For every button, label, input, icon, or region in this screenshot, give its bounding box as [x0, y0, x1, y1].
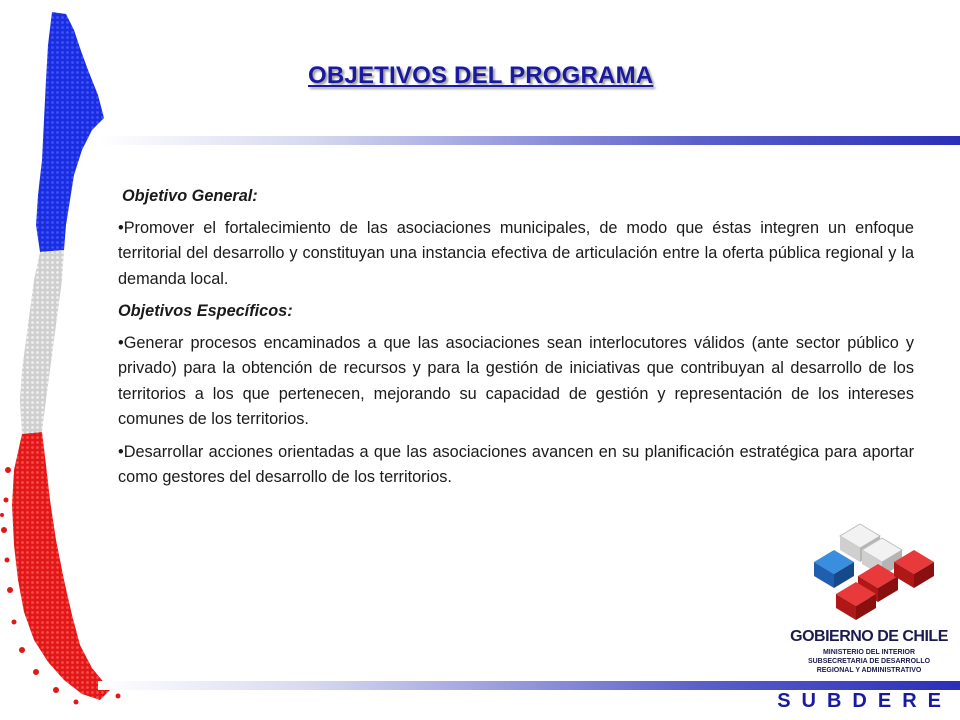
subsecretaria-label: SUBSECRETARIA DE DESARROLLO [807, 658, 931, 665]
gobierno-logo [800, 520, 950, 632]
objetivos-especificos-heading: Objetivos Específicos: [118, 302, 293, 320]
footer-divider [98, 681, 960, 690]
regional-label: REGIONAL Y ADMINISTRATIVO [816, 667, 922, 674]
map-white-region [20, 250, 64, 434]
objetivo-general-heading: Objetivo General: [122, 187, 258, 205]
objetivo-especifico-item: •Generar procesos encaminados a que las asociaciones sean interlocutores válidos (ante sector público y privado) para la obtención de recursos y para la gestión de iniciativas que contribuyan al desarrollo de los territorios a los que pertenecen, mejorando su capacidad de gestión y representación de los intereses comunes de los territorios. [118, 333, 914, 428]
page-title: OBJETIVOS DEL PROGRAMA [308, 62, 654, 89]
gobierno-de-chile-label: GOBIERNO DE CHILE [790, 628, 948, 645]
header-divider [98, 136, 960, 145]
ministerio-label: MINISTERIO DEL INTERIOR [822, 649, 916, 656]
objetivo-especifico-item: •Desarrollar acciones orientadas a que las asociaciones avancen en su planificación estratégica para aportar como gestores del desarrollo de los territorios. [118, 442, 914, 486]
chile-map-decoration [0, 0, 135, 720]
map-blue-region [36, 12, 104, 252]
logo-cube-blue [814, 550, 854, 588]
objetivo-general-text: •Promover el fortalecimiento de las asociaciones municipales, de modo que éstas integren un enfoque territorial del desarrollo y constituyan una instancia efectiva de articulación entre la oferta pública regional y la demanda local. [118, 218, 914, 288]
subdere-footer-mark: SUBDERE [777, 690, 952, 712]
slide-content [118, 184, 914, 498]
map-red-region [12, 432, 110, 700]
